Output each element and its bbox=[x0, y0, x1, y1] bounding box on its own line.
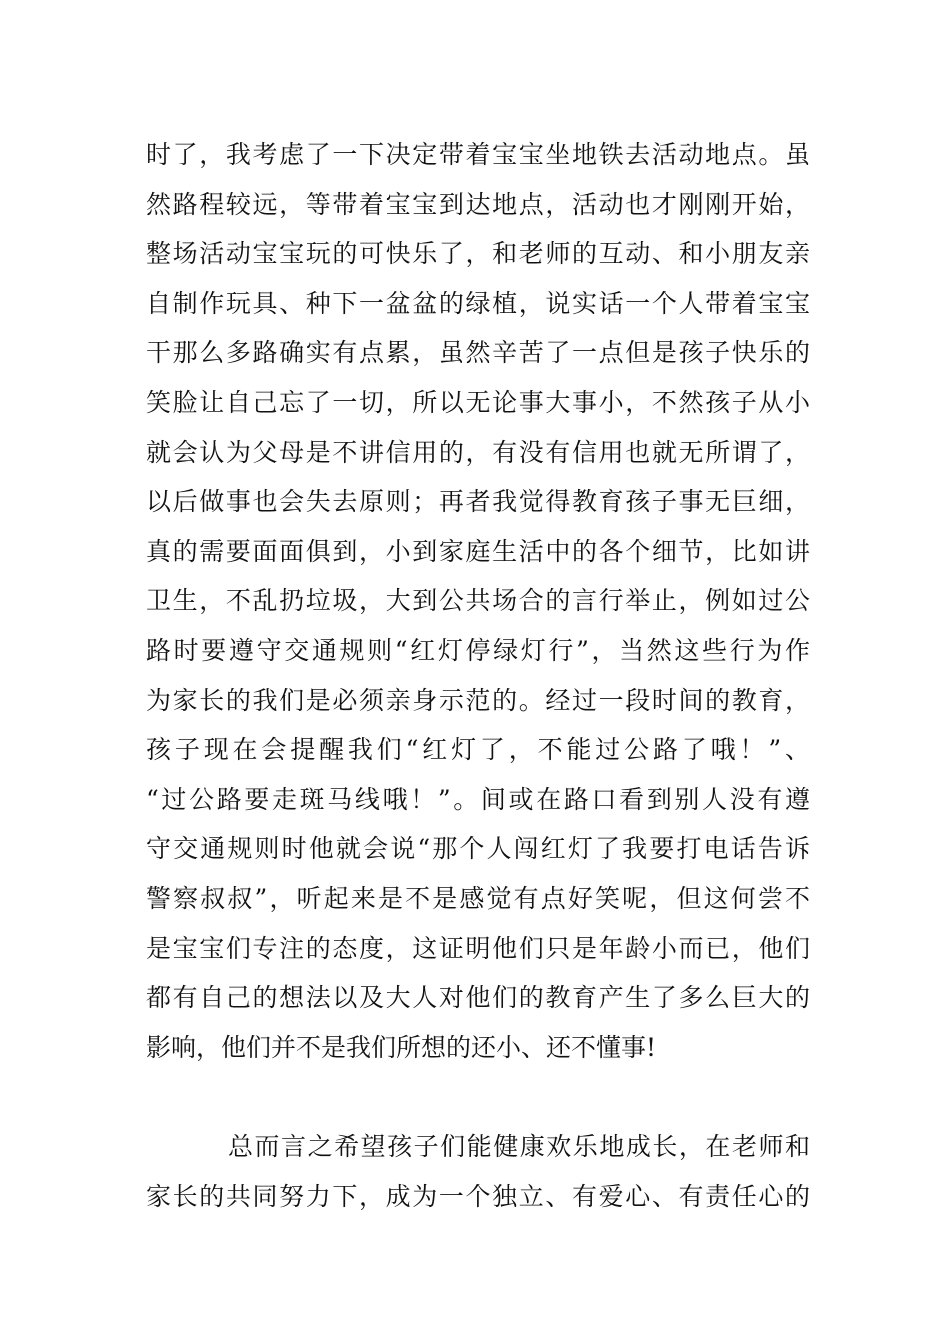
text-line: “过公路要走斑马线哦！”。间或在路口看到别人没有遵 bbox=[146, 784, 810, 814]
text-line: 时了，我考虑了一下决定带着宝宝坐地铁去活动地点。虽 bbox=[146, 140, 810, 169]
text-line: 自制作玩具、种下一盆盆的绿植，说实话一个人带着宝宝 bbox=[146, 288, 810, 318]
text-line: 干那么多路确实有点累，虽然辛苦了一点但是孩子快乐的 bbox=[146, 338, 810, 368]
text-line: 守交通规则时他就会说“那个人闯红灯了我要打电话告诉 bbox=[146, 834, 810, 864]
text-line: 家长的共同努力下，成为一个独立、有爱心、有责任心的 bbox=[146, 1181, 810, 1211]
text-line: 孩子现在会提醒我们“红灯了，不能过公路了哦！”、 bbox=[146, 735, 810, 765]
text-line: 整场活动宝宝玩的可快乐了，和老师的互动、和小朋友亲 bbox=[146, 239, 810, 269]
text-line: 路时要遵守交通规则“红灯停绿灯行”，当然这些行为作 bbox=[146, 635, 810, 665]
paragraph-body bbox=[146, 130, 810, 1072]
text-line: 为家长的我们是必须亲身示范的。经过一段时间的教育， bbox=[146, 685, 810, 715]
text-line: 警察叔叔”，听起来是不是感觉有点好笑呢，但这何尝不 bbox=[146, 883, 810, 913]
text-line: 卫生，不乱扔垃圾，大到公共场合的言行举止，例如过公 bbox=[146, 586, 810, 616]
text-line: 影响，他们并不是我们所想的还小、还不懂事! bbox=[146, 1032, 657, 1062]
text-line: 然路程较远，等带着宝宝到达地点，活动也才刚刚开始， bbox=[146, 189, 810, 219]
text-line: 真的需要面面俱到，小到家庭生活中的各个细节，比如讲 bbox=[146, 536, 810, 566]
text-line: 都有自己的想法以及大人对他们的教育产生了多么巨大的 bbox=[146, 983, 810, 1013]
text-line: 就会认为父母是不讲信用的，有没有信用也就无所谓了， bbox=[146, 437, 810, 467]
text-line: 笑脸让自己忘了一切，所以无论事大事小，不然孩子从小 bbox=[146, 387, 810, 417]
text-line: 以后做事也会失去原则；再者我觉得教育孩子事无巨细， bbox=[146, 487, 810, 517]
text-line: 是宝宝们专注的态度，这证明他们只是年龄小而已，他们 bbox=[146, 933, 810, 963]
text-line: 总而言之希望孩子们能健康欢乐地成长，在老师和 bbox=[228, 1132, 810, 1161]
paragraph-conclusion bbox=[146, 1122, 810, 1221]
